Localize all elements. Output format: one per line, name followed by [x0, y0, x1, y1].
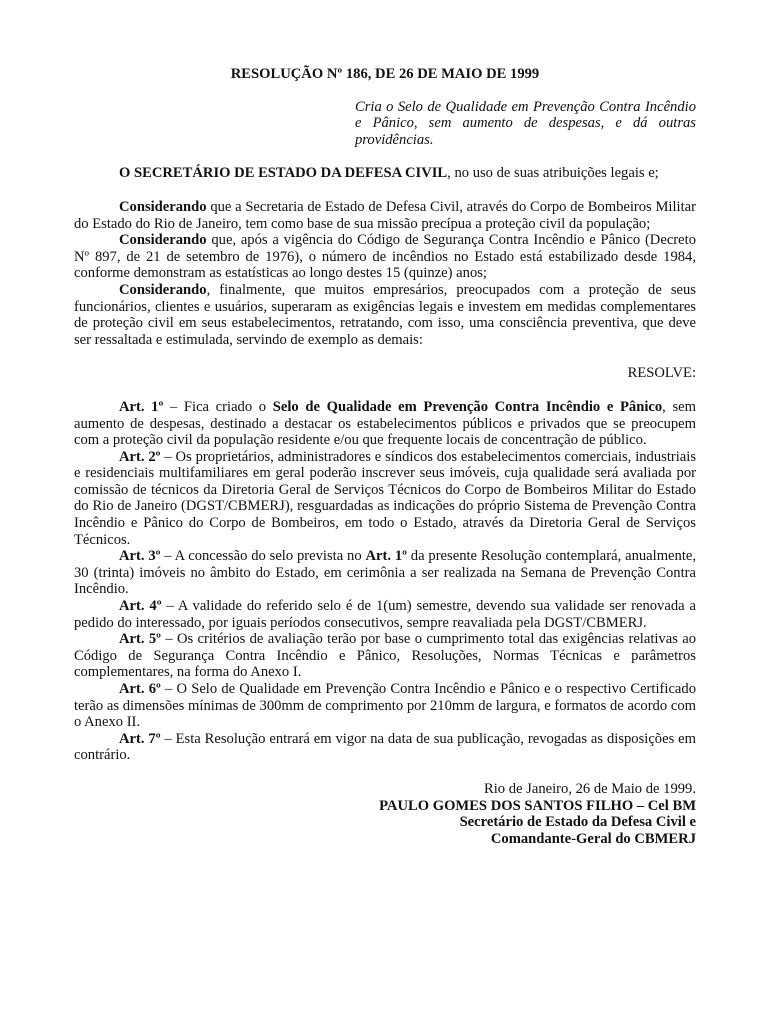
- preamble: [74, 165, 696, 182]
- document-title: RESOLUÇÃO Nº 186, DE 26 DE MAIO DE 1999: [230, 66, 540, 82]
- signatory-name: [74, 798, 696, 815]
- article-label: Art. 4º: [119, 598, 162, 615]
- considerando-1: [74, 199, 696, 232]
- considerando-text: que, após a vigência do Código de Segurança Contra Incêndio e Pânico (Decreto Nº 897, de 21 de setembro de 1976), o número de incêndios no Estado está estabilizado desde 1984, conforme demonstram as estatísticas ao longo destes 15 (quinze) anos;: [74, 232, 696, 282]
- considerando-text: que a Secretaria de Estado de Defesa Civil, através do Corpo de Bombeiros Militar do Estado do Rio de Janeiro, tem como base de sua missão precípua a proteção civil da população;: [74, 198, 696, 232]
- article-text: – Os critérios de avaliação terão por base o cumprimento total das exigências relativas ao Código de Segurança Contra Incêndio e Pânico, Resoluções, Normas Técnicas e parâmetros complementares, na forma do Anexo I.: [74, 631, 696, 681]
- article-text: – Esta Resolução entrará em vigor na data de sua publicação, revogadas as disposições em contrário.: [74, 730, 696, 764]
- signatory-role-1-text: Secretário de Estado da Defesa Civil e: [459, 814, 696, 831]
- article-label: Art. 7º: [119, 730, 161, 747]
- article-label: Art. 1º: [119, 398, 164, 415]
- considerando-3: [74, 282, 696, 348]
- place-date: Rio de Janeiro, 26 de Maio de 1999.: [484, 780, 696, 797]
- signatory-role-2-text: Comandante-Geral do CBMERJ: [490, 830, 696, 847]
- considerando-lead: Considerando: [119, 281, 207, 298]
- signatory-name-text: PAULO GOMES DOS SANTOS FILHO – Cel BM: [379, 797, 696, 814]
- article-text: – Fica criado o: [163, 398, 273, 415]
- article-label: Art. 2º: [119, 448, 161, 465]
- article-1: [74, 399, 696, 449]
- article-text: – A concessão do selo prevista no: [160, 548, 366, 565]
- article-3: [74, 548, 696, 598]
- article-label: Art. 3º: [119, 548, 161, 565]
- article-text: , sem aumento de despesas, destinado a destacar os estabelecimentos públicos e privados que se preocupem com a proteção civil da população residente e/ou que frequente locais de concentração de público.: [74, 398, 696, 449]
- article-text: – O Selo de Qualidade em Prevenção Contra Incêndio e Pânico e o respectivo Certificado terão as dimensões mínimas de 300mm de comprimento por 210mm de largura, e formatos de acordo com o Anexo II.: [74, 681, 696, 731]
- article-5: [74, 631, 696, 681]
- article-text: – A validade do referido selo é de 1(um) semestre, devendo sua validade ser renovada a pedido do interessado, por iguais períodos consecutivos, sempre reavaliada pela DGST/CBMERJ.: [74, 598, 696, 631]
- signatory-role-2: [74, 831, 696, 848]
- article-4: [74, 598, 696, 631]
- preamble-text: , no uso de suas atribuições legais e;: [447, 165, 659, 182]
- article-text: da presente Resolução contemplará, anualmente, 30 (trinta) imóveis no âmbito do Estado, em cerimônia a ser realizada na Semana de Prevenção Contra Incêndio.: [74, 548, 697, 598]
- article-label: Art. 6º: [119, 681, 161, 697]
- article-6: [74, 681, 696, 731]
- considerando-lead: Considerando: [119, 198, 207, 215]
- considerando-text: , finalmente, que muitos empresários, preocupados com a proteção de seus funcionários, clientes e usuários, superaram as exigências legais e investem em medidas complementares de proteção civil em seus estabelecimentos, retratando, com isso, uma consciência preventiva, que deve ser ressaltada e estimulada, servindo de exemplo as demais:: [74, 281, 696, 348]
- considerando-lead: Considerando: [119, 232, 207, 249]
- considerando-2: [74, 232, 696, 282]
- article-7: [74, 731, 696, 764]
- document-page: [74, 66, 696, 847]
- article-emphasis: Selo de Qualidade em Prevenção Contra Incêndio e Pânico: [272, 398, 663, 415]
- article-2: [74, 449, 696, 549]
- resolve-heading: RESOLVE:: [627, 365, 696, 382]
- signatory-role-1: [74, 814, 696, 831]
- article-label: Art. 5º: [119, 631, 161, 648]
- preamble-authority: O SECRETÁRIO DE ESTADO DA DEFESA CIVIL: [119, 165, 448, 182]
- article-text: – Os proprietários, administradores e síndicos dos estabelecimentos comerciais, industriais e residenciais multifamiliares em geral poderão inscrever seus imóveis, cuja qualidade será avaliada por comissão de técnicos da Diretoria Geral de Serviços Técnicos do Corpo de Bombeiros Militar do Estado do Rio de Janeiro (DGST/CBMERJ), resguardadas as indicações do próprio Sistema de Prevenção Contra Incêndio e Pânico do Corpo de Bombeiros, em todo o Estado, através da Diretoria Geral de Serviços Técnicos.: [74, 448, 697, 548]
- ementa: Cria o Selo de Qualidade em Prevenção Contra Incêndio e Pânico, sem aumento de despesas, e dá outras providências.: [355, 98, 696, 148]
- article-reference: Art. 1º: [365, 548, 407, 565]
